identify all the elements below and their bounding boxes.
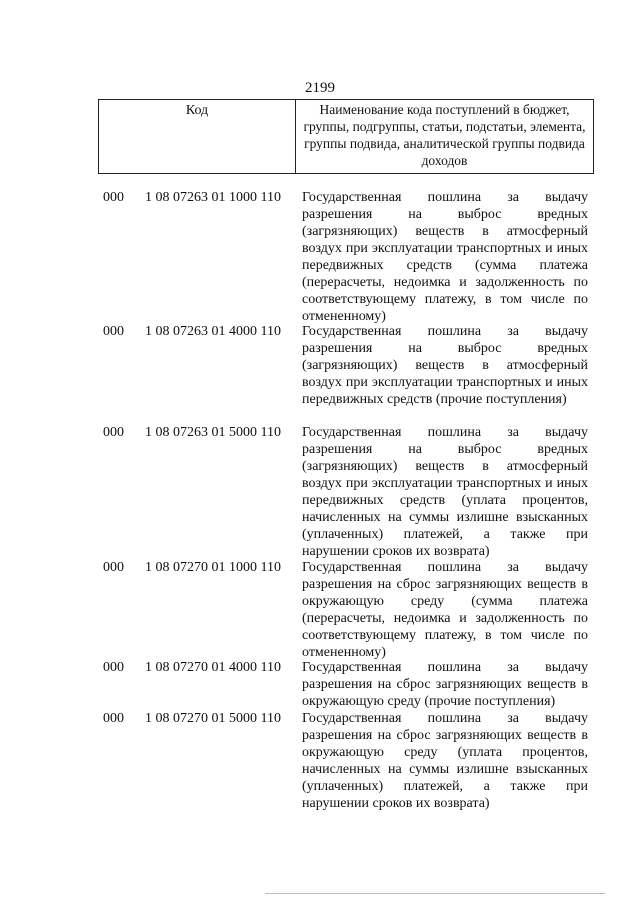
budget-code: 1 08 07270 01 4000 110 <box>145 660 281 675</box>
budget-code: 1 08 07263 01 4000 110 <box>145 324 281 339</box>
scan-edge-line <box>265 893 605 894</box>
table-header <box>98 99 594 174</box>
admin-code: 000 <box>103 324 124 339</box>
admin-code: 000 <box>103 190 124 205</box>
code-description: Государственная пошлина за выдачу разрешения на сброс загрязняющих веществ в окружающую среду (сумма платежа (перерасчеты, недоимка и задолженность по соответствующему платежу, в том числе по отмененному) <box>302 560 588 660</box>
header-name-column: Наименование кода поступлений в бюджет, группы, подгруппы, статьи, подстатьи, элемента, группы подвида, аналитической группы подвида доходов <box>303 102 586 168</box>
budget-code: 1 08 07270 01 5000 110 <box>145 711 281 726</box>
code-description: Государственная пошлина за выдачу разрешения на выброс вредных (загрязняющих) веществ в атмосферный воздух при эксплуатации транспортных и иных передвижных средств (уплата процентов, начисленных на суммы излишне взысканных (уплаченных) платежей, а также при нарушении сроков их возврата) <box>302 425 588 559</box>
code-description: Государственная пошлина за выдачу разрешения на сброс загрязняющих веществ в окружающую среду (уплата процентов, начисленных на суммы излишне взысканных (уплаченных) платежей, а также при нарушении сроков их возврата) <box>302 711 588 811</box>
budget-code: 1 08 07263 01 1000 110 <box>145 190 281 205</box>
code-description: Государственная пошлина за выдачу разрешения на выброс вредных (загрязняющих) веществ в атмосферный воздух при эксплуатации транспортных и иных передвижных средств (прочие поступления) <box>302 324 588 407</box>
admin-code: 000 <box>103 560 124 575</box>
page-number: 2199 <box>305 80 335 96</box>
admin-code: 000 <box>103 711 124 726</box>
code-description: Государственная пошлина за выдачу разрешения на выброс вредных (загрязняющих) веществ в атмосферный воздух при эксплуатации транспортных и иных передвижных средств (сумма платежа (перерасчеты, недоимка и задолженность по соответствующему платежу, в том числе по отмененному) <box>302 190 588 324</box>
header-code-column: Код <box>99 100 296 173</box>
budget-code: 1 08 07263 01 5000 110 <box>145 425 281 440</box>
code-description: Государственная пошлина за выдачу разрешения на сброс загрязняющих веществ в окружающую среду (прочие поступления) <box>302 660 588 709</box>
admin-code: 000 <box>103 660 124 675</box>
budget-code: 1 08 07270 01 1000 110 <box>145 560 281 575</box>
admin-code: 000 <box>103 425 124 440</box>
